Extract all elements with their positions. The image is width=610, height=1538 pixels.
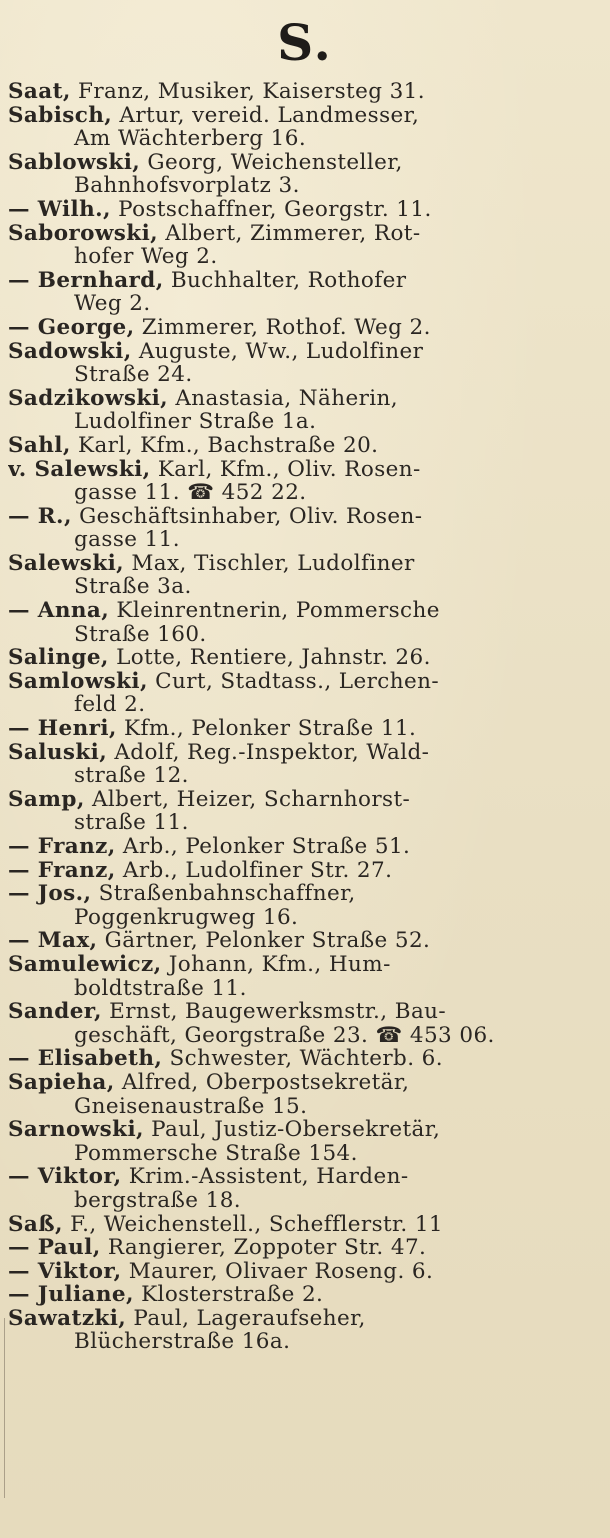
entry-details: Ludolfiner Straße 1a. — [74, 410, 317, 434]
entry-details: Buchhalter, Rothofer — [170, 268, 407, 293]
entry-details: Straßenbahnschaffner, — [98, 882, 356, 906]
entry-line — [8, 151, 602, 175]
entry-surname: — Elisabeth, — [8, 1047, 163, 1071]
directory-entry — [8, 1213, 602, 1237]
directory-entry — [8, 929, 602, 953]
entry-surname: — Henri, — [8, 717, 117, 741]
entry-continuation-line — [8, 1330, 602, 1354]
entry-details: feld 2. — [74, 693, 146, 718]
entry-surname: Sabisch, — [8, 103, 113, 128]
entry-details: Albert, Zimmerer, Rot- — [165, 221, 421, 246]
entry-line — [8, 505, 602, 529]
entry-surname: Saluski, — [8, 740, 108, 765]
directory-entry — [8, 552, 602, 599]
entry-surname: Sawatzki, — [8, 1306, 127, 1331]
entry-surname: — R., — [8, 504, 72, 529]
entry-details: straße 12. — [74, 764, 189, 788]
entry-continuation-line — [8, 410, 602, 434]
directory-entry — [8, 599, 602, 646]
entry-line — [8, 458, 602, 482]
entry-details: Karl, Kfm., Bachstraße 20. — [77, 433, 379, 458]
entry-details: Schwester, Wächterb. 6. — [169, 1047, 443, 1071]
entry-continuation-line — [8, 528, 602, 552]
entry-details: Bahnhofsvorplatz 3. — [74, 174, 300, 198]
entry-details: Auguste, Ww., Ludolfiner — [138, 339, 424, 364]
directory-entry — [8, 434, 602, 458]
entry-continuation-line — [8, 906, 602, 930]
entry-details: Am Wächterberg 16. — [74, 127, 307, 151]
entry-surname: — Franz, — [8, 835, 116, 859]
entry-continuation-line — [8, 811, 602, 835]
entry-line — [8, 670, 602, 694]
entry-line — [8, 859, 602, 883]
margin-rule — [4, 1318, 5, 1498]
entry-surname: — Viktor, — [8, 1165, 122, 1189]
directory-entry — [8, 104, 602, 151]
directory-entries — [8, 80, 602, 1354]
entry-surname: — Viktor, — [8, 1259, 122, 1284]
entry-continuation-line — [8, 127, 602, 151]
entry-details: Max, Tischler, Ludolfiner — [131, 551, 415, 576]
entry-continuation-line — [8, 292, 602, 316]
entry-line — [8, 1118, 602, 1142]
entry-details: Zimmerer, Rothof. Weg 2. — [141, 315, 431, 340]
entry-continuation-line — [8, 363, 602, 387]
entry-line — [8, 788, 602, 812]
entry-details: hofer Weg 2. — [74, 245, 218, 269]
entry-surname: — Paul, — [8, 1236, 101, 1260]
entry-continuation-line — [8, 623, 602, 647]
entry-surname: Sander, — [8, 1000, 102, 1024]
entry-surname: Saß, — [8, 1212, 63, 1237]
entry-details: Franz, Musiker, Kaisersteg 31. — [78, 80, 425, 104]
entry-details: Krim.-Assistent, Harden- — [128, 1165, 409, 1189]
entry-line — [8, 1236, 602, 1260]
entry-surname: — Wilh., — [8, 197, 111, 222]
entry-surname: Samlowski, — [8, 669, 148, 694]
entry-details: boldtstraße 11. — [74, 976, 247, 1001]
entry-line — [8, 741, 602, 765]
entry-details: Gneisenaustraße 15. — [74, 1094, 308, 1119]
directory-entry — [8, 198, 602, 222]
entry-surname: Sadowski, — [8, 339, 132, 364]
entry-surname: Samulewicz, — [8, 952, 162, 977]
entry-line — [8, 1260, 602, 1284]
directory-entry — [8, 505, 602, 552]
section-letter-heading: S. — [277, 13, 333, 72]
entry-details: straße 11. — [74, 811, 189, 835]
entry-details: Arb., Ludolfiner Str. 27. — [122, 858, 393, 883]
entry-details: Paul, Lageraufseher, — [133, 1306, 366, 1331]
entry-line — [8, 1047, 602, 1071]
entry-line — [8, 434, 602, 458]
entry-surname: Saat, — [8, 80, 71, 104]
directory-entry — [8, 1118, 602, 1165]
entry-continuation-line — [8, 1024, 602, 1048]
directory-entry — [8, 1307, 602, 1354]
directory-entry — [8, 1260, 602, 1284]
entry-details: Paul, Justiz-Obersekretär, — [151, 1118, 441, 1142]
entry-surname: — Max, — [8, 929, 98, 953]
entry-line — [8, 882, 602, 906]
entry-details: Geschäftsinhaber, Oliv. Rosen- — [79, 504, 423, 529]
directory-entry — [8, 835, 602, 859]
entry-details: gasse 11. — [74, 528, 180, 552]
entry-line — [8, 599, 602, 623]
entry-line — [8, 1283, 602, 1307]
entry-surname: Salinge, — [8, 646, 109, 670]
directory-entry — [8, 1283, 602, 1307]
entry-continuation-line — [8, 174, 602, 198]
entry-details: Johann, Kfm., Hum- — [168, 952, 391, 977]
entry-surname: Saborowski, — [8, 221, 159, 246]
directory-entry — [8, 717, 602, 741]
entry-line — [8, 269, 602, 293]
entry-line — [8, 717, 602, 741]
entry-surname: Sablowski, — [8, 150, 141, 175]
entry-continuation-line — [8, 693, 602, 717]
entry-line — [8, 646, 602, 670]
entry-details: F., Weichenstell., Schefflerstr. 11 — [70, 1212, 444, 1237]
entry-line — [8, 387, 602, 411]
directory-entry — [8, 387, 602, 434]
directory-entry — [8, 222, 602, 269]
directory-entry — [8, 859, 602, 883]
entry-surname: — George, — [8, 315, 135, 340]
entry-details: Straße 3a. — [74, 575, 192, 600]
directory-entry — [8, 458, 602, 505]
entry-surname: — Anna, — [8, 599, 110, 623]
entry-line — [8, 222, 602, 246]
directory-entry — [8, 1000, 602, 1047]
entry-continuation-line — [8, 1142, 602, 1166]
entry-details: Postschaffner, Georgstr. 11. — [118, 197, 432, 222]
entry-continuation-line — [8, 481, 602, 505]
directory-entry — [8, 1071, 602, 1118]
entry-details: Straße 24. — [74, 363, 193, 387]
entry-details: Kfm., Pelonker Straße 11. — [124, 717, 417, 741]
entry-details: Gärtner, Pelonker Straße 52. — [104, 929, 431, 953]
entry-details: Rangierer, Zoppoter Str. 47. — [107, 1236, 427, 1260]
entry-details: Adolf, Reg.-Inspektor, Wald- — [114, 740, 430, 765]
entry-continuation-line — [8, 764, 602, 788]
directory-entry — [8, 340, 602, 387]
entry-surname: — Jos., — [8, 882, 92, 906]
entry-line — [8, 340, 602, 364]
entry-line — [8, 198, 602, 222]
entry-line — [8, 552, 602, 576]
directory-entry — [8, 646, 602, 670]
entry-line — [8, 104, 602, 128]
entry-continuation-line — [8, 245, 602, 269]
entry-details: Albert, Heizer, Scharnhorst- — [91, 787, 411, 812]
entry-surname: v. Salewski, — [8, 457, 151, 482]
entry-details: Georg, Weichensteller, — [147, 150, 403, 175]
entry-details: Curt, Stadtass., Lerchen- — [155, 669, 439, 694]
entry-details: Blücherstraße 16a. — [74, 1330, 291, 1355]
entry-line — [8, 80, 602, 104]
entry-line — [8, 929, 602, 953]
entry-surname: — Bernhard, — [8, 268, 164, 293]
entry-details: Karl, Kfm., Oliv. Rosen- — [157, 457, 421, 482]
entry-line — [8, 953, 602, 977]
directory-entry — [8, 316, 602, 340]
entry-details: Arb., Pelonker Straße 51. — [122, 835, 411, 859]
directory-entry — [8, 882, 602, 929]
entry-surname: — Juliane, — [8, 1283, 134, 1307]
directory-entry — [8, 1165, 602, 1212]
entry-continuation-line — [8, 575, 602, 599]
directory-entry — [8, 269, 602, 316]
entry-line — [8, 1307, 602, 1331]
entry-details: Poggenkrugweg 16. — [74, 905, 299, 930]
entry-details: Lotte, Rentiere, Jahnstr. 26. — [116, 646, 431, 670]
directory-entry — [8, 741, 602, 788]
entry-details: bergstraße 18. — [74, 1188, 242, 1213]
entry-line — [8, 1071, 602, 1095]
entry-details: Kleinrentnerin, Pommersche — [116, 599, 440, 623]
directory-entry — [8, 80, 602, 104]
directory-entry — [8, 1047, 602, 1071]
entry-details: Maurer, Olivaer Roseng. 6. — [128, 1259, 434, 1284]
entry-details: Straße 160. — [74, 622, 207, 647]
entry-surname: — Franz, — [8, 858, 116, 883]
directory-entry — [8, 788, 602, 835]
entry-surname: Sadzikowski, — [8, 386, 169, 411]
entry-details: Weg 2. — [74, 292, 151, 316]
entry-surname: Sarnowski, — [8, 1118, 144, 1142]
entry-surname: Sahl, — [8, 433, 71, 458]
entry-line — [8, 835, 602, 859]
entry-continuation-line — [8, 1189, 602, 1213]
entry-surname: Samp, — [8, 787, 85, 812]
directory-entry — [8, 1236, 602, 1260]
entry-line — [8, 1000, 602, 1024]
entry-continuation-line — [8, 977, 602, 1001]
entry-details: Ernst, Baugewerksmstr., Bau- — [109, 1000, 447, 1024]
entry-line — [8, 316, 602, 340]
entry-surname: Sapieha, — [8, 1070, 115, 1095]
entry-details: Pommersche Straße 154. — [74, 1141, 358, 1166]
entry-line — [8, 1213, 602, 1237]
entry-details: Klosterstraße 2. — [141, 1283, 324, 1307]
entry-details: Anastasia, Näherin, — [175, 386, 399, 411]
entry-details: Artur, vereid. Landmesser, — [119, 103, 420, 128]
directory-entry — [8, 670, 602, 717]
entry-details: Alfred, Oberpostsekretär, — [121, 1070, 410, 1095]
entry-surname: Salewski, — [8, 551, 125, 576]
entry-details: geschäft, Georgstraße 23. ☎ 453 06. — [74, 1023, 495, 1048]
directory-entry — [8, 151, 602, 198]
directory-entry — [8, 953, 602, 1000]
entry-details: gasse 11. ☎ 452 22. — [74, 481, 307, 505]
entry-continuation-line — [8, 1095, 602, 1119]
entry-line — [8, 1165, 602, 1189]
